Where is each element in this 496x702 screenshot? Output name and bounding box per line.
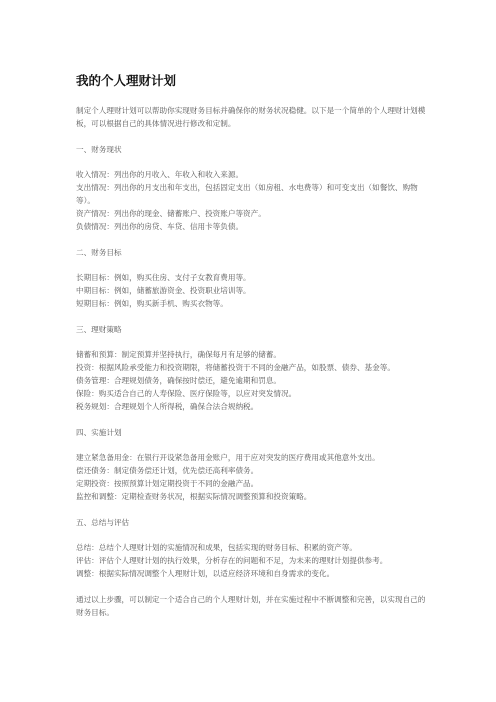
list-item: 投资：根据风险承受能力和投资期限，将储蓄投资于不同的金融产品，如股票、债券、基金等。 — [76, 363, 395, 372]
list-item: 税务规划：合理规划个人所得税，确保合法合规纳税。 — [76, 402, 259, 411]
list-item: 偿还债务：制定债务偿还计划，优先偿还高利率债务。 — [76, 466, 259, 475]
list-item: 长期目标：例如，购买住房、支付子女教育费用等。 — [76, 273, 251, 282]
list-item: 短期目标：例如，购买新手机、购买衣物等。 — [76, 299, 228, 308]
conclusion-paragraph: 通过以上步骤，可以制定一个适合自己的个人理财计划，并在实施过程中不断调整和完善，以实现自己的财务目标。 — [76, 595, 426, 617]
section-strategy — [76, 348, 428, 413]
list-item: 负债情况：列出你的房贷、车贷、信用卡等负债。 — [76, 222, 244, 231]
document-title: 我的个人理财计划 — [76, 73, 177, 88]
list-item: 评估：评估个人理财计划的执行效果，分析存在的问题和不足，为未来的理财计划提供参考。 — [76, 556, 388, 565]
section-summary — [76, 541, 428, 580]
list-item: 支出情况：列出你的月支出和年支出，包括固定支出（如房租、水电费等）和可变支出（如餐饮、购物等）。 — [76, 183, 418, 205]
list-item: 储蓄和预算：制定预算并坚持执行，确保每月有足够的储蓄。 — [76, 350, 282, 359]
list-item: 保险：购买适合自己的人寿保险、医疗保险等，以应对突发情况。 — [76, 389, 297, 398]
section-heading: 一、财务现状 — [76, 145, 122, 154]
section-financial-goals — [76, 271, 428, 310]
document-page — [76, 72, 428, 619]
section-heading: 五、总结与评估 — [76, 518, 130, 527]
section-heading: 二、财务目标 — [76, 248, 122, 257]
section-implementation — [76, 451, 428, 503]
list-item: 资产情况：列出你的现金、储蓄账户、投资账户等资产。 — [76, 209, 266, 218]
list-item: 调整：根据实际情况调整个人理财计划，以适应经济环境和自身需求的变化。 — [76, 569, 335, 578]
list-item: 收入情况：列出你的月收入、年收入和收入来源。 — [76, 170, 244, 179]
list-item: 中期目标：例如，储蓄旅游资金、投资职业培训等。 — [76, 286, 251, 295]
section-financial-status — [76, 168, 428, 233]
list-item: 监控和调整：定期检查财务状况，根据实际情况调整预算和投资策略。 — [76, 492, 312, 501]
section-heading: 四、实施计划 — [76, 428, 122, 437]
list-item: 总结：总结个人理财计划的实施情况和成果，包括实现的财务目标、积累的资产等。 — [76, 543, 357, 552]
list-item: 债务管理：合理规划债务，确保按时偿还，避免逾期和罚息。 — [76, 376, 282, 385]
list-item: 定期投资：按照预算计划定期投资于不同的金融产品。 — [76, 479, 259, 488]
section-heading: 三、理财策略 — [76, 325, 122, 334]
list-item: 建立紧急备用金：在银行开设紧急备用金账户，用于应对突发的医疗费用或其他意外支出。 — [76, 453, 380, 462]
intro-paragraph: 制定个人理财计划可以帮助你实现财务目标并确保你的财务状况稳健。以下是一个简单的个人理财计划模板，可以根据自己的具体情况进行修改和定制。 — [76, 106, 426, 128]
